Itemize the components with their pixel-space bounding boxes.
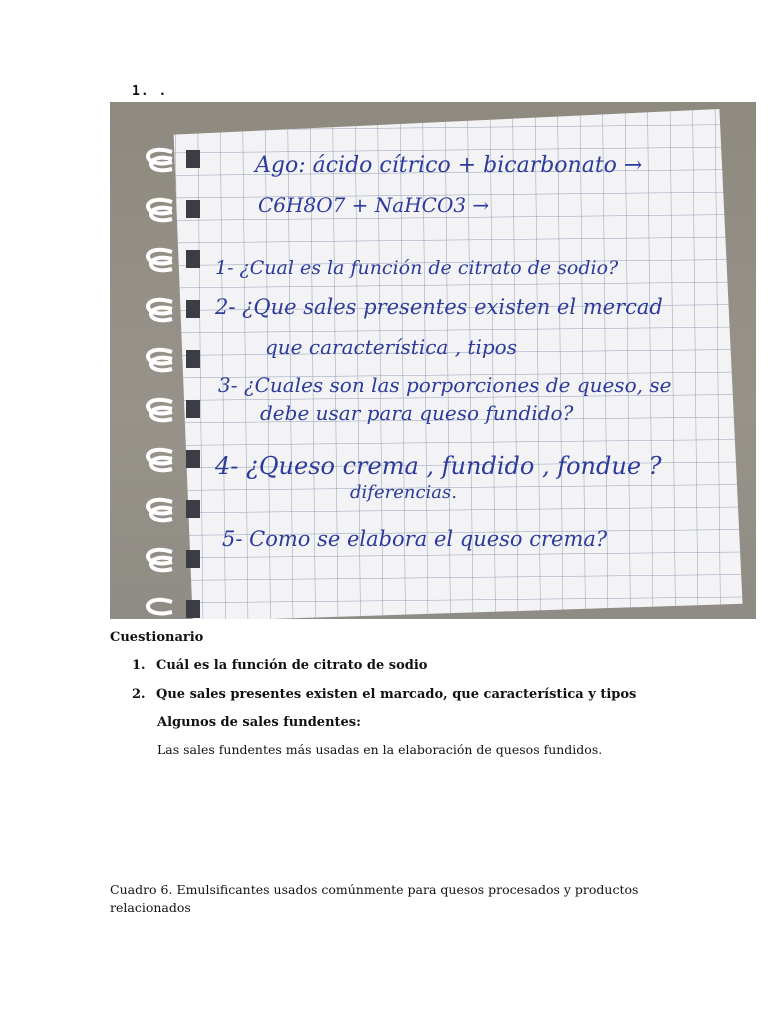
question-number: 2. <box>132 687 146 702</box>
hw-line2: C6H8O7 + NaHCO3 → <box>258 193 490 217</box>
hw-q4a: 4- ¿Queso crema , fundido , fondue ? <box>215 452 662 480</box>
hw-q4b: diferencias. <box>350 482 457 503</box>
cuestionario-heading: Cuestionario <box>110 630 204 645</box>
hw-q5: 5- Como se elabora el queso crema? <box>222 527 608 551</box>
notebook-photo <box>110 102 756 619</box>
hw-q1: 1- ¿Cual es la función de citrato de sodio? <box>215 257 619 279</box>
question-text: Que sales presentes existen el marcado, que característica y tipos <box>156 687 637 702</box>
subheading: Algunos de sales fundentes: <box>157 715 361 730</box>
question-text: Cuál es la función de citrato de sodio <box>156 658 428 673</box>
hw-q2b: que característica , tipos <box>265 335 517 359</box>
question-item <box>132 658 427 673</box>
question-item <box>132 687 636 702</box>
table-caption: Cuadro 6. Emulsificantes usados comúnmente para quesos procesados y productos relacionados <box>110 882 639 915</box>
hw-line1: Ago: ácido cítrico + bicarbonato → <box>255 153 643 178</box>
list-marker: 1. . <box>132 84 168 99</box>
hw-q2a: 2- ¿Que sales presentes existen el mercad <box>215 295 663 319</box>
hw-q3a: 3- ¿Cuales son las porporciones de queso, se <box>218 373 672 397</box>
spiral-binding <box>148 150 172 614</box>
question-number: 1. <box>132 658 146 673</box>
paragraph: Las sales fundentes más usadas en la elaboración de quesos fundidos. <box>157 742 603 757</box>
hw-q3b: debe usar para queso fundido? <box>260 401 574 425</box>
